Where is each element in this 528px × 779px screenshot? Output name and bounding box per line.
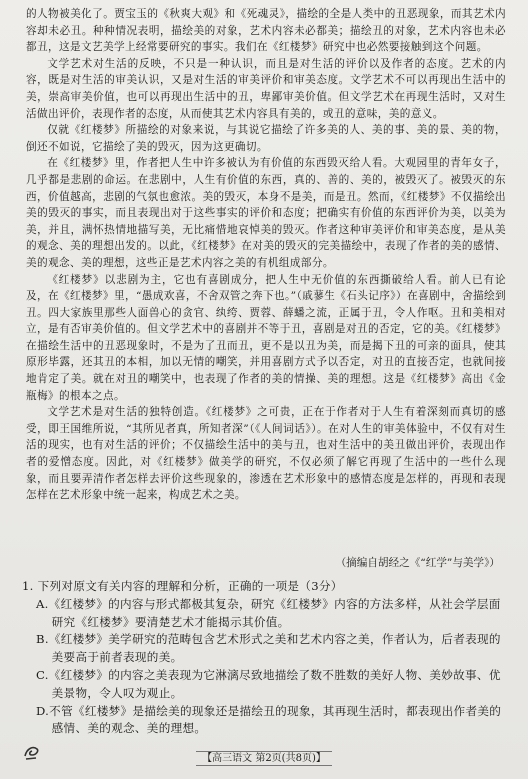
question-stem: 1. 下列对原文有关内容的理解和分析，正确的一项是（3分）: [22, 579, 343, 593]
article-source: （摘编自胡经之《“红学”与美学》）: [335, 557, 500, 569]
article-paragraph: 在《红楼梦》里，作者把人生中许多被认为有价值的东西毁灭给人看。大观园里的青年女子，几乎都是悲剧的命运。在悲剧中，人生有价值的东西，真的、善的、美的，被毁灭了。被毁灭的东西，价值越高，悲剧的气氛也愈浓。美的毁灭，本身不是美，而是丑。然而，《红楼梦》不仅描绘出美的毁灭的事实，而且表现出对于这些事实的评价和态度；把确实有价值的东西评价为美，以美为美，并且，满怀热情地描写美，无比痛惜地哀悼美的毁灭。作者这种审美评价和审美态度，是从美的观念、美的理想出发的。以此，《红楼梦》在对美的毁灭的完美描绘中，表现了作者的美的感情、美的观念、美的理想，这些正是艺术内容之美的有机组成部分。: [26, 157, 506, 269]
article-paragraph: 《红楼梦》以悲剧为主，它也有喜剧成分，把人生中无价值的东西撕破给人看。前人已有论及，在《红楼梦》里，“愚成欢喜，不舍双管之奔下也。”（戚蓼生《石头记序》）在喜剧中，舍描绘到丑。四大家族里那些人面兽心的贪官、纨绔、贾蓉、薛蟠之流，正属于丑，令人作呕。丑和美相对立，是有否审美价值的。但文学艺术中的喜剧并不等于丑，喜剧是对丑的否定，它的美。《红楼梦》在描绘生活中的丑恶现象时，不是为了丑而丑，更不是以丑为美，而是揭下丑的可亲的面具，使其原形毕露，还其丑的本相，加以无情的嘲笑，并用喜剧方式予以否定，对丑的直接否定，也就间接地肯定了美。就在对丑的嘲笑中，也表现了作者的美的情操、美的理想。这是《红楼梦》高出《金瓶梅》的根本之点。: [26, 273, 506, 402]
page-footer: [0, 749, 528, 764]
option-a[interactable]: [36, 596, 504, 632]
article-paragraph: 文学艺术对生活的反映，不只是一种认识，而且是对生活的评价以及作者的态度。艺术的内容，既是对生活的审美认识，又是对生活的审美评价和审美态度。文学艺术不可以再现出生活中的美，崇高审美价值，也可以再现出生活中的丑，卑鄙审美价值。但文学艺术在再现生活时，又对生活做出评价，表现作者的态度，从而使其艺术内容具有美的，或丑的意味，美的意义。: [26, 57, 506, 120]
option-b[interactable]: [36, 631, 504, 667]
article-body: [26, 6, 506, 504]
option-d[interactable]: [36, 703, 504, 739]
question-1: [22, 578, 504, 738]
option-letter: A.: [36, 596, 49, 611]
article-paragraph: 仅就《红楼梦》所描绘的对象来说，与其说它描绘了许多美的人、美的事、美的景、美的物，倒还不如说，它描绘了美的毁灭，因为这更确切。: [26, 124, 506, 153]
option-text: 《红楼梦》的内容之美表现为它淋漓尽致地描绘了数不胜数的美好人物、美妙故事、优美景物，令人叹为观止。: [48, 667, 501, 700]
article-paragraph: 的人物被美化了。贾宝玉的《秋爽大观》和《死魂灵》，描绘的全是人类中的丑恶现象，而其艺术内容却未必丑。种种情况表明，描绘美的对象，艺术内容未必都美；描绘丑的对象，艺术内容也未必都丑，这是文艺美学上经常要研究的事实。我们在《红楼梦》研究中也必然要接触到这个问题。: [26, 8, 506, 54]
option-letter: C.: [36, 667, 49, 682]
option-text: 不管《红楼梦》是描绘美的现象还是描绘丑的现象，其再现生活时，都表现出作者美的感情、美的观念、美的理想。: [49, 703, 502, 736]
option-c[interactable]: [36, 667, 504, 703]
article-paragraph: 文学艺术是对生活的独特创造。《红楼梦》之可贵，正在于作者对于人生有着深刻而真切的感受，即王国维所说，“其所见者真，所知者深”（《人间词话》）。在对人生的审美体验中，不仅有对生活的现实，也有对生活的评价；不仅描绘生活中的美与丑，也对生活中的美丑做出评价，表现出作者的爱憎态度。因此，对《红楼梦》做美学的研究，不仅必须了解它再现了生活中的一些什么现象，而且要弄清作者怎样去评价这些现象的，渗透在艺术形象中的感情态度是怎样的，再现和表现怎样在艺术形象中统一起来，构成艺术之美。: [26, 406, 506, 502]
option-letter: D.: [36, 703, 50, 718]
option-text: 《红楼梦》的内容与形式都极其复杂，研究《红楼梦》内容的方法多样，从社会学层面研究《红楼梦》要清楚艺术才能揭示其价值。: [48, 596, 501, 629]
option-text: 《红楼梦》美学研究的范畴包含艺术形式之美和艺术内容之美，作者认为，后者表现的美要高于前者表现的美。: [48, 632, 501, 665]
option-letter: B.: [36, 632, 49, 647]
page-number-label: 【高三语文 第2页(共8页)】: [196, 751, 332, 766]
